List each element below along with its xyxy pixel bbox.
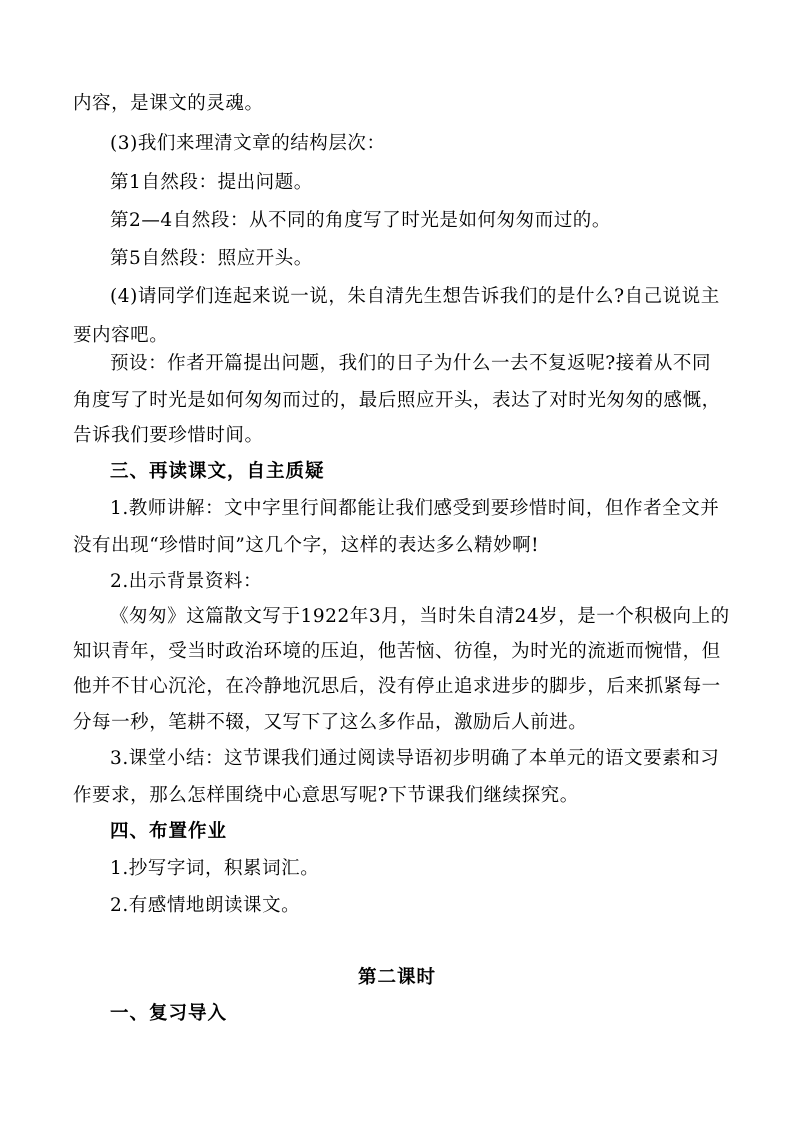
paragraph-line: 1.教师讲解：文中字里行间都能让我们感受到要珍惜时间，但作者全文并 [110,498,720,519]
paragraph-line: 《匆匆》这篇散文写于1922年3月，当时朱自清24岁，是一个积极向上的 [110,606,730,627]
paragraph-line: (3)我们来理清文章的结构层次： [110,133,386,154]
paragraph-line: 1.抄写字词，积累词汇。 [110,858,320,879]
paragraph-line: 告诉我们要珍惜时间。 [73,425,264,446]
paragraph-line: 没有出现“珍惜时间”这几个字，这样的表达多么精妙啊! [73,535,540,556]
paragraph-line: 作要求，那么怎样围绕中心意思写呢?下节课我们继续探究。 [73,785,579,806]
section-heading: 一、复习导入 [110,1003,228,1024]
paragraph-line: 他并不甘心沉沦，在冷静地沉思后，没有停止追求进步的脚步，后来抓紧每一 [73,676,721,697]
paragraph-line: 第5自然段：照应开头。 [110,248,313,269]
section-heading: 三、再读课文，自主质疑 [110,461,325,482]
paragraph-line: (4)请同学们连起来说一说，朱自清先生想告诉我们的是什么?自己说说主 [110,286,720,307]
paragraph-line: 第2—4自然段：从不同的角度写了时光是如何匆匆而过的。 [110,210,611,231]
paragraph-line: 知识青年，受当时政治环境的压迫，他苦恼、彷徨，为时光的流逝而惋惜，但 [73,641,721,662]
paragraph-line: 2.有感情地朗读课文。 [110,895,301,916]
paragraph-line: 内容，是课文的灵魂。 [73,93,264,114]
section-heading: 四、布置作业 [110,821,228,842]
paragraph-line: 第1自然段：提出问题。 [110,172,313,193]
paragraph-line: 要内容吧。 [73,325,169,346]
paragraph-line: 2.出示背景资料： [110,571,263,592]
paragraph-line: 预设：作者开篇提出问题，我们的日子为什么一去不复返呢?接着从不同 [110,353,712,374]
lesson-title: 第二课时 [357,967,436,988]
paragraph-line: 分每一秒，笔耕不辍，又写下了这么多作品，激励后人前进。 [73,712,588,733]
paragraph-line: 角度写了时光是如何匆匆而过的，最后照应开头，表达了对时光匆匆的感慨， [73,390,721,411]
paragraph-line: 3.课堂小结：这节课我们通过阅读导语初步明确了本单元的语文要素和习 [110,748,720,769]
